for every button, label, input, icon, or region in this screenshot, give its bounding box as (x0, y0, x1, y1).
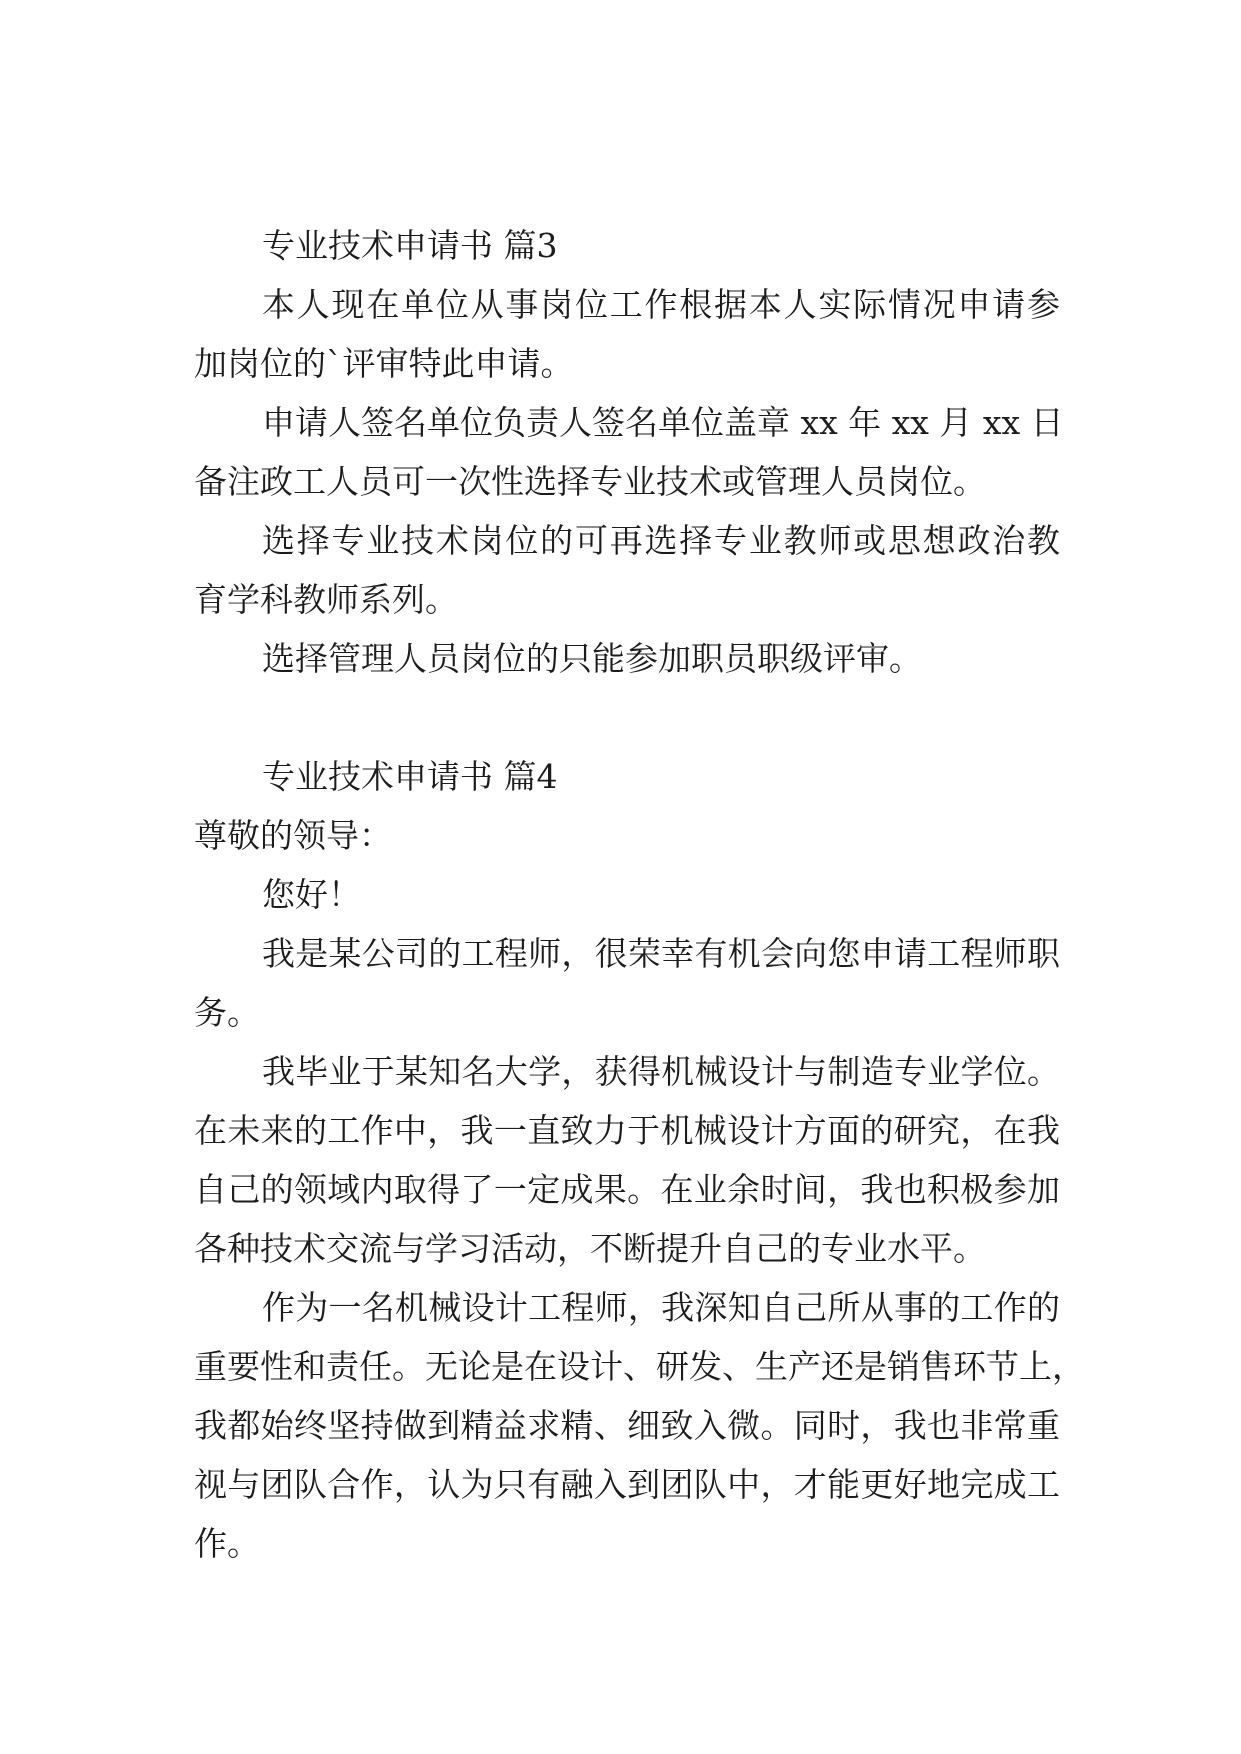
paragraph (194, 275, 1060, 393)
greeting: 您好！ (262, 875, 361, 914)
text-line: 我是某公司的工程师，很荣幸有机会向您申请工程师职 (262, 934, 1060, 973)
paragraph (194, 865, 1060, 924)
salutation: 尊敬的领导： (194, 816, 392, 855)
text-line: 视与团队合作，认为只有融入到团队中，才能更好地完成工 (194, 1465, 1060, 1504)
section-heading: 专业技术申请书 篇3 (262, 226, 558, 265)
text-line: 各种技术交流与学习活动，不断提升自己的专业水平。 (194, 1229, 986, 1268)
text-line: 重要性和责任。无论是在设计、研发、生产还是销售环节上， (194, 1347, 1085, 1386)
text-line: 备注政工人员可一次性选择专业技术或管理人员岗位。 (194, 462, 986, 501)
text-line: 作为一名机械设计工程师，我深知自己所从事的工作的 (262, 1288, 1060, 1327)
text-line: 自己的领域内取得了一定成果。在业余时间，我也积极参加 (194, 1170, 1060, 1209)
section-application-3 (194, 216, 1064, 688)
paragraph (194, 1278, 1085, 1573)
text-line: 选择专业技术岗位的可再选择专业教师或思想政治教 (262, 521, 1060, 560)
text-line: 本人现在单位从事岗位工作根据本人实际情况申请参 (262, 285, 1060, 324)
paragraph (194, 924, 1060, 1042)
paragraph (194, 511, 1060, 629)
text-line: 在未来的工作中，我一直致力于机械设计方面的研究，在我 (194, 1111, 1060, 1150)
paragraph (194, 1042, 1060, 1278)
text-line: 我都始终坚持做到精益求精、细致入微。同时，我也非常重 (194, 1406, 1060, 1445)
section-heading: 专业技术申请书 篇4 (262, 757, 558, 796)
text-line: 我毕业于某知名大学，获得机械设计与制造专业学位。 (262, 1052, 1060, 1091)
text-line: 加岗位的`评审特此申请。 (194, 344, 574, 383)
text-line: 育学科教师系列。 (194, 580, 458, 619)
text-line: 选择管理人员岗位的只能参加职员职级评审。 (262, 639, 922, 678)
text-line: 作。 (194, 1524, 260, 1563)
document-body (194, 216, 1085, 1573)
text-line: 申请人签名单位负责人签名单位盖章 xx 年 xx 月 xx 日 (262, 403, 1064, 442)
text-line: 务。 (194, 993, 260, 1032)
section-application-4 (194, 747, 1085, 1573)
paragraph (194, 629, 1060, 688)
paragraph (194, 393, 1064, 511)
